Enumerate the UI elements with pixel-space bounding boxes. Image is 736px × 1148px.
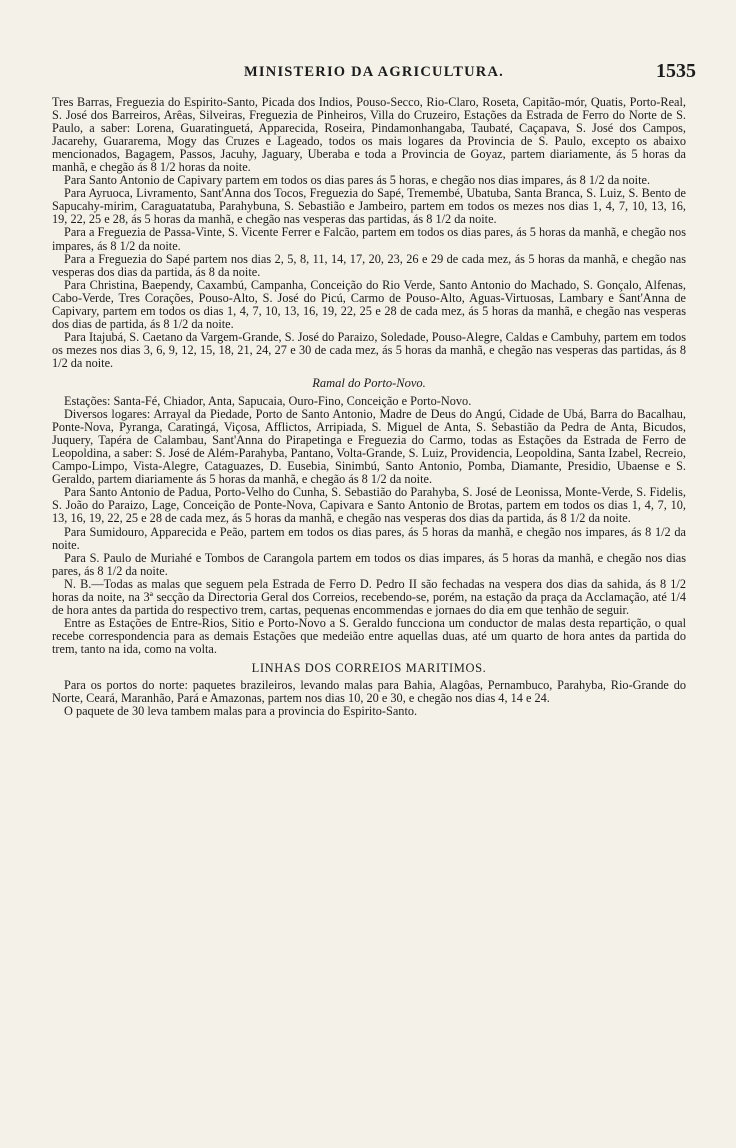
paragraph-itajuba: Para Itajubá, S. Caetano da Vargem-Grande, S. José do Paraizo, Soledade, Pouso-Alegre, Caldas e Cambuhy, partem em todos os mezes nos dias 3, 6, 9, 12, 15, 18, 21, 24, 27 e 30 de cada mez, ás 5 horas da manhã, e chegão nas vesperas das partidas, ás 8 1/2 da noite. <box>52 329 686 370</box>
paragraph-passa-vinte: Para a Freguezia de Passa-Vinte, S. Vicente Ferrer e Falcão, partem em todos os dias pares, ás 5 horas da manhã, e chegão nos impares, ás 8 1/2 da noite. <box>52 225 686 253</box>
section-heading-ramal: Ramal do Porto-Novo. <box>312 375 426 390</box>
paragraph-muriahe: Para S. Paulo de Muriahé e Tombos de Carangola partem em todos os dias impares, ás 5 horas da manhã, e chegão nos dias pares, ás 8 1/2 da noite. <box>52 550 686 578</box>
running-title: MINISTERIO DA AGRICULTURA. <box>244 64 504 80</box>
paragraph-estacoes: Estações: Santa-Fé, Chiador, Anta, Sapucaia, Ouro-Fino, Conceição e Porto-Novo. <box>64 394 472 409</box>
paragraph-diversos-logares: Diversos logares: Arrayal da Piedade, Porto de Santo Antonio, Madre de Deus do Angú, Cidade de Ubá, Barra do Bacalhau, Ponte-Nova, Pyranga, Caratingá, Viçosa, Afflictos, Arripiada, S. Miguel de Anta, S. Sebastião da Pedra de Anta, Bicudos, Juquery, Tapéra de Calambau, Sant'Anna do Pirapetinga e Freguezia do Carmo, todas as Estações da Estrada de Ferro de Leopoldina, a saber: S. José de Além-Parahyba, Pantano, Volta-Grande, S. Luiz, Providencia, Leopoldina, Santa Izabel, Recreio, Campo-Limpo, Vista-Alegre, Cataguazes, D. Eusebia, Sinimbú, Santo Antonio, Pomba, Diamante, Presidio, Ubaense e S. Geraldo, partem diariamente ás 5 horas da manhã, e chegão ás 8 1/2 da noite. <box>52 407 686 487</box>
paragraph-christina: Para Christina, Baependy, Caxambú, Campanha, Conceição do Rio Verde, Santo Antonio do Machado, S. Gonçalo, Alfenas, Cabo-Verde, Tres Corações, Pouso-Alto, S. José do Picú, Carmo de Pouso-Alto, Aguas-Virtuosas, Lambary e Sant'Anna de Capivary, partem em todos os dias 1, 4, 7, 10, 13, 16, 19, 22, 25 e 28 de cada mez, ás 5 horas da manhã, e chegão nas vesperas dos dias de partida, ás 8 1/2 da noite. <box>52 277 686 331</box>
paragraph-padua: Para Santo Antonio de Padua, Porto-Velho do Cunha, S. Sebastião do Parahyba, S. José de Leonissa, Monte-Verde, S. Fidelis, S. João do Paraizo, Lage, Conceição de Ponte-Nova, Capivara e Santo Antonio de Brotas, partem em todos os dias 1, 4, 7, 10, 13, 16, 19, 22, 25 e 28 de cada mez, ás 5 horas da manhã, e chegão nas vesperas dos dias da partida, ás 8 1/2 da noite. <box>52 485 686 526</box>
paragraph-ayruoca: Para Ayruoca, Livramento, Sant'Anna dos Tocos, Freguezia do Sapé, Tremembé, Ubatuba, Santa Branca, S. Luiz, S. Bento de Sapucahy-mirim, Caraguatatuba, Parahybuna, S. Sebastião e Jambeiro, partem em todos os mezes nos dias 1, 4, 7, 10, 13, 16, 19, 22, 25 e 28, ás 5 horas da manhã, e chegão nas vesperas das partidas, ás 8 1/2 da noite. <box>52 186 686 227</box>
paragraph-entre-rios: Entre as Estações de Entre-Rios, Sitio e Porto-Novo a S. Geraldo funcciona um conductor de malas desta repartição, o qual recebe correspondencia para as demais Estações que medeião entre aquellas duas, até um quarto de hora antes da partida do trem, tanto na ida, como na volta. <box>52 615 686 656</box>
section-heading-linhas: LINHAS DOS CORREIOS MARITIMOS. <box>251 660 487 675</box>
paragraph-portos-norte: Para os portos do norte: paquetes brazileiros, levando malas para Bahia, Alagôas, Pernambuco, Parahyba, Rio-Grande do Norte, Ceará, Maranhão, Pará e Amazonas, partem nos dias 10, 20 e 30, e chegão nos dias 4, 14 e 24. <box>52 678 686 706</box>
paragraph-capivary: Para Santo Antonio de Capivary partem em todos os dias pares ás 5 horas, e chegão nos dias impares, ás 8 1/2 da noite. <box>64 173 651 188</box>
paragraph-tres-barras: Tres Barras, Freguezia do Espirito-Santo, Picada dos Indios, Pouso-Secco, Rio-Claro, Roseta, Capitão-mór, Quatis, Porto-Real, S. José dos Barreiros, Arêas, Silveiras, Freguezia de Pinheiros, Villa do Cruzeiro, Estações da Estrada de Ferro do Norte de S. Paulo, a saber: Lorena, Guaratinguetá, Apparecida, Roseira, Pindamonhangaba, Taubaté, Caçapava, S. José dos Campos, Jacarehy, Guararema, Mogy das Cruzes e Lageado, todos os mais logares da Provincia de S. Paulo, excepto os abaixo mencionados, Bagagem, Passos, Jacuhy, Jaguary, Uberaba e toda a Provincia de Goyaz, partem diariamente, ás 5 horas da manhã, e chegão ás 8 1/2 horas da noite. <box>52 95 686 175</box>
page-header <box>52 62 696 86</box>
paragraph-sape: Para a Freguezia do Sapé partem nos dias 2, 5, 8, 11, 14, 17, 20, 23, 26 e 29 de cada mez, ás 5 horas da manhã, e chegão nas vesperas dos dias da partida, ás 8 da noite. <box>52 251 686 279</box>
paragraph-nota-bene: N. B.—Todas as malas que seguem pela Estrada de Ferro D. Pedro II são fechadas na vespera dos dias da sahida, ás 8 1/2 horas da noite, na 3ª secção da Directoria Geral dos Correios, recebendo-se, porém, na estação da praça da Acclamação, até 1/4 de hora antes da partida do respectivo trem, cartas, pequenas encommendas e jornaes do dia em que tenhão de seguir. <box>52 576 686 617</box>
paragraph-sumidouro: Para Sumidouro, Apparecida e Peão, partem em todos os dias pares, ás 5 horas da manhã, e chegão nos impares, ás 8 1/2 da noite. <box>52 524 686 552</box>
page-body <box>52 96 686 718</box>
page-number: 1535 <box>656 60 696 82</box>
paragraph-paquete: O paquete de 30 leva tambem malas para a provincia do Espirito-Santo. <box>64 704 418 719</box>
